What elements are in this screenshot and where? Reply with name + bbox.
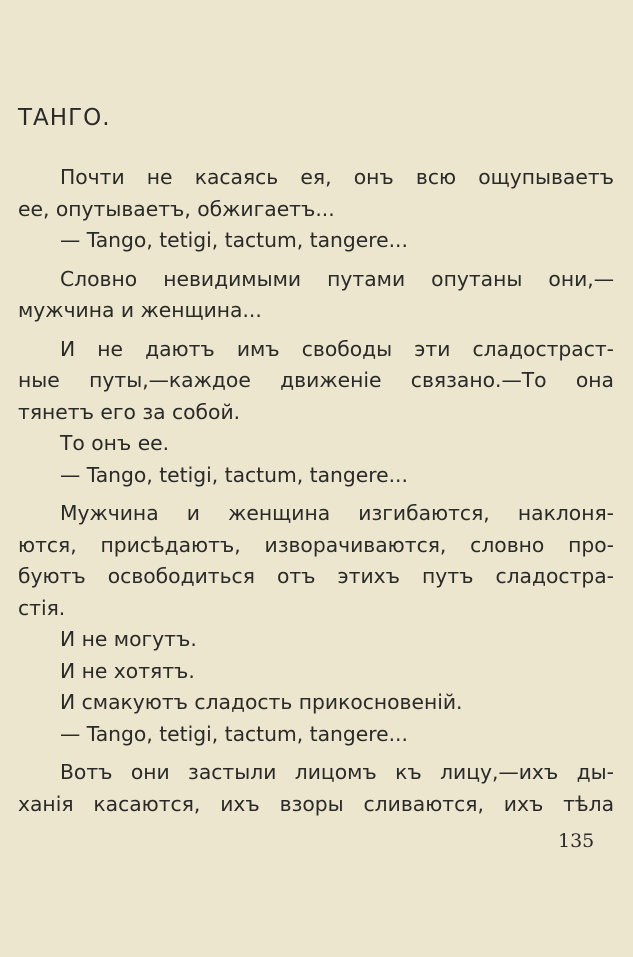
page-number: 135 — [558, 830, 595, 852]
text-line-20: ханія касаются, ихъ взоры сливаются, ихъ тѣла — [18, 791, 614, 816]
text-line-15: И не могутъ. — [60, 627, 197, 651]
text-line-12: ются, присѣдаютъ, изворачиваются, словно про- — [18, 532, 614, 557]
text-line-7: ные путы,—каждое движеніе связано.—То она — [18, 368, 614, 392]
text-line-6: И не даютъ имъ свободы эти сладостраст- — [60, 336, 614, 361]
chapter-title: ТАНГО. — [18, 105, 111, 131]
text-line-9: То онъ ее. — [60, 431, 170, 455]
text-line-11: Мужчина и женщина изгибаются, наклоня- — [60, 501, 614, 525]
text-line-5: мужчина и женщина... — [18, 298, 262, 322]
text-line-16: И не хотятъ. — [60, 658, 195, 683]
body-text — [18, 162, 614, 820]
text-line-4: Словно невидимыми путами опутаны они,— — [60, 266, 614, 291]
text-line-2: ее, опутываетъ, обжигаетъ... — [18, 196, 335, 221]
text-line-14: стія. — [18, 595, 66, 620]
text-line-18: — Tango, tetigi, tactum, tangere... — [60, 721, 408, 746]
text-line-8: тянетъ его за собой. — [18, 399, 241, 424]
text-line-10: — Tango, tetigi, tactum, tangere... — [60, 462, 408, 487]
text-line-17: И смакуютъ сладость прикосновеній. — [60, 690, 463, 714]
text-line-13: буютъ освободиться отъ этихъ путъ сладостра- — [18, 564, 614, 588]
text-line-19: Вотъ они застыли лицомъ къ лицу,—ихъ ды- — [60, 760, 614, 784]
text-line-3: — Tango, tetigi, tactum, tangere... — [60, 228, 408, 252]
text-line-1: Почти не касаясь ея, онъ всю ощупываетъ — [60, 165, 614, 189]
